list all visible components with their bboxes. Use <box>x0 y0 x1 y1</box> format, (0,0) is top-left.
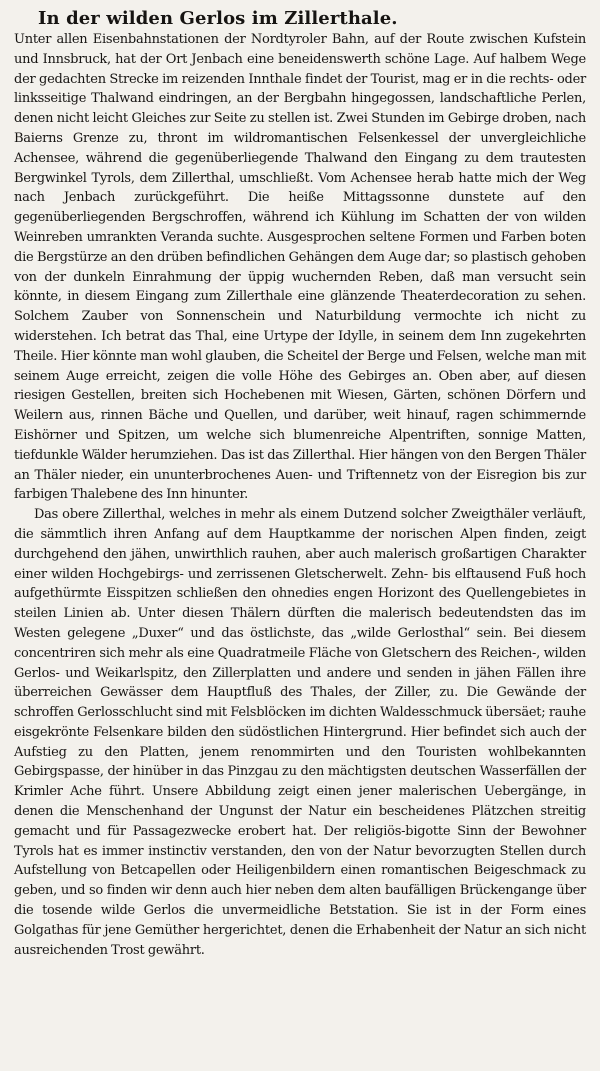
article-paragraph-1: Unter allen Eisenbahnstationen der Nordtyroler Bahn, auf der Route zwischen Kufstein und Innsbruck, hat der Ort Jenbach eine beneidenswerth schöne Lage. Auf halbem Wege der gedachten Strecke im reizenden Innthale findet der Tourist, mag er in die rechts- oder linksseitige Thalwand eindringen, an der Bergbahn hingegossen, landschaftliche Perlen, denen nicht leicht Gleiches zur Seite zu stellen ist. Zwei Stunden im Gebirge droben, nach Baierns Grenze zu, thront im wildromantischen Felsenkessel der unvergleichliche Achensee, während die gegenüberliegende Thalwand den Eingang zu dem trautesten Bergwinkel Tyrols, dem Zillerthal, umschließt. Vom Achensee herab hatte mich der Weg nach Jenbach zurückgeführt. Die heiße Mittagssonne dunstete auf den gegenüberliegenden Bergschroffen, während ich Kühlung im Schatten der von wilden Weinreben umrankten Veranda suchte. Ausgesprochen seltene Formen und Farben boten die Bergstürze an den drüben befindlichen Gehängen dem Auge dar; so plastisch gehoben von der dunkeln Einrahmung der üppig wuchernden Reben, daß man versucht sein könnte, in diesem Eingang zum Zillerthale eine glänzende Theaterdecoration zu sehen. Solchem Zauber von Sonnenschein und Naturbildung vermochte ich nicht zu widerstehen. Ich betrat das Thal, eine Urtype der Idylle, in seinem dem Inn zugekehrten Theile. Hier könnte man wohl glauben, die Scheitel der Berge und Felsen, welche man mit seinem Auge erreicht, zeigen die volle Höhe des Gebirges an. Oben aber, auf diesen riesigen Gestellen, breiten sich Hochebenen mit Wiesen, Gärten, schönen Dörfern und Weilern aus, rinnen Bäche und Quellen, und darüber, weit hinauf, ragen schimmernde Eishörner und Spitzen, um welche sich blumenreiche Alpentriften, sonnige Matten, tiefdunkle Wälder herumziehen. Das ist das Zillerthal. Hier hängen von den Bergen Thäler an Thäler nieder, ein ununterbrochenes Auen- und Triftennetz von der Eisregion bis zur farbigen Thalebene des Inn hinunter. <box>14 32 586 503</box>
article-title: In der wilden Gerlos im Zillerthale. <box>38 8 398 29</box>
article-paragraph-2: Das obere Zillerthal, welches in mehr als einem Dutzend solcher Zweigthäler verläuft, die sämmtlich ihren Anfang auf dem Hauptkamme der norischen Alpen finden, zeigt durchgehend den jähen, unwirthlich rauhen, aber auch malerisch großartigen Charakter einer wilden Hochgebirgs- und zerrissenen Gletscherwelt. Zehn- bis elftausend Fuß hoch aufgethürmte Eisspitzen schließen den ohnedies engen Horizont des Quellengebietes in steilen Linien ab. Unter diesen Thälern dürften die malerisch bedeutendsten das im Westen gelegene „Duxer“ und das östlichste, das „wilde Gerlosthal“ sein. Bei diesem concentriren sich mehr als eine Quadratmeile Fläche von Gletschern des Reichen-, wilden Gerlos- und Weikarlspitz, den Zillerplatten und andere und senden in jähen Fällen ihre überreichen Gewässer dem Hauptfluß des Thales, der Ziller, zu. Die Gewände der schroffen Gerlosschlucht sind mit Felsblöcken im dichten Waldesschmuck übersäet; rauhe eisgekrönte Felsenkare bilden den südöstlichen Hintergrund. Hier befindet sich auch der Aufstieg zu den Platten, jenem renommirten und den Touristen wohlbekannten Gebirgspasse, der hinüber in das Pinzgau zu den mächtigsten deutschen Wasserfällen der Krimler Ache führt. Unsere Abbildung zeigt einen jener malerischen Uebergänge, in denen die Menschenhand der Ungunst der Natur ein bescheidenes Plätzchen streitig gemacht und für Passagezwecke erobert hat. Der religiös-bigotte Sinn der Bewohner Tyrols hat es immer instinctiv verstanden, den von der Natur bevorzugten Stellen durch Aufstellung von Betcapellen oder Heiligenbildern einen romantischen Beigeschmack zu geben, und so finden wir denn auch hier neben dem alten baufälligen Brückengange über die tosende wilde Gerlos die unvermeidliche Betstation. Sie ist in der Form eines Golgathas für jene Gemüther hergerichtet, denen die Erhabenheit der Natur an sich nicht ausreichenden Trost gewährt. <box>14 507 586 958</box>
